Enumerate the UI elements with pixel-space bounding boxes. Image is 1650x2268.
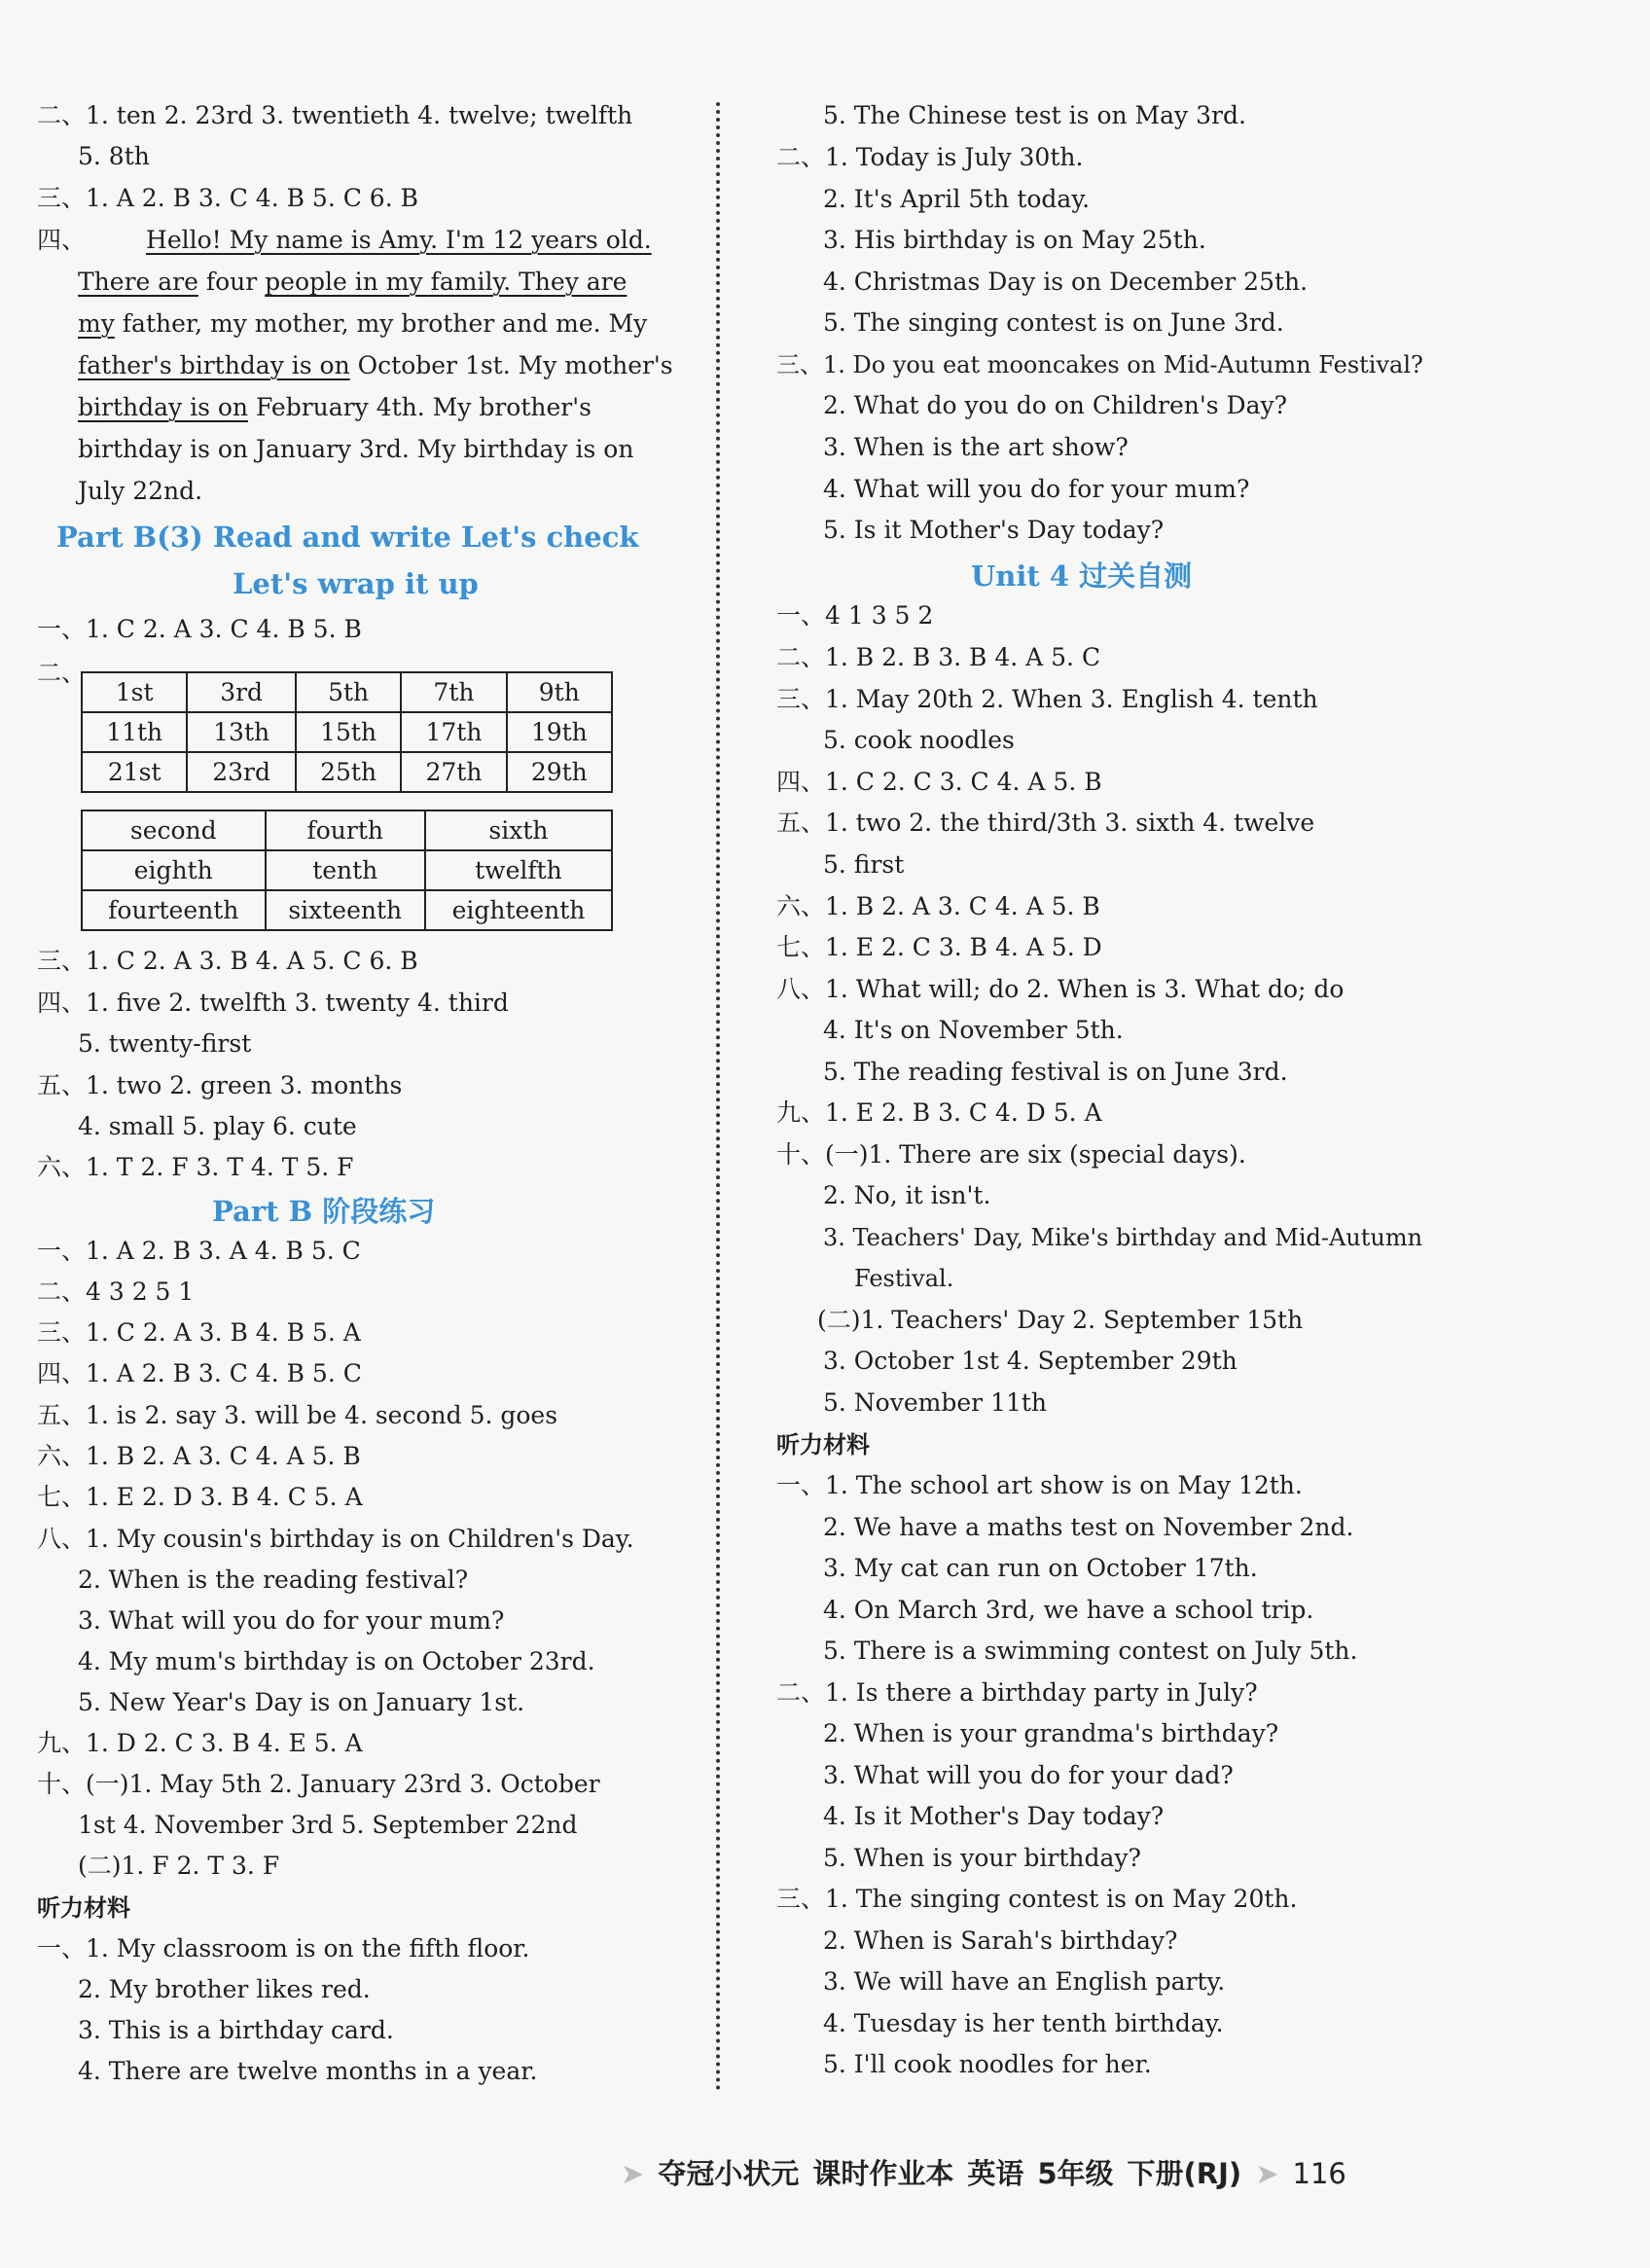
answer-line: 六、1. T 2. F 3. T 4. T 5. F bbox=[37, 1153, 354, 1181]
table-cell: 13th bbox=[187, 712, 296, 752]
table-cell: eighteenth bbox=[425, 890, 612, 930]
answer-line: 5. New Year's Day is on January 1st. bbox=[78, 1688, 525, 1716]
answer-line: 四、1. C 2. C 3. C 4. A 5. B bbox=[776, 768, 1102, 796]
answer-line: 3. His birthday is on May 25th. bbox=[823, 226, 1206, 254]
answer-line: 十、(一)1. May 5th 2. January 23rd 3. October bbox=[37, 1770, 600, 1798]
answer-line: (二)1. F 2. T 3. F bbox=[78, 1852, 280, 1880]
listening-line: 一、1. My classroom is on the fifth floor. bbox=[37, 1934, 530, 1962]
answer-line: 一、4 1 3 5 2 bbox=[776, 601, 934, 630]
answer-line: 八、1. My cousin's birthday is on Children's Day. bbox=[37, 1525, 634, 1553]
answer-line: 5. 8th bbox=[78, 142, 150, 170]
answer-line: 八、1. What will; do 2. When is 3. What do; do bbox=[776, 975, 1345, 1003]
answer-line: 七、1. E 2. D 3. B 4. C 5. A bbox=[37, 1483, 363, 1511]
arrow-icon: ➤ bbox=[621, 2157, 645, 2190]
answer-line: 二、 bbox=[37, 659, 87, 687]
footer-subject: 英语 bbox=[967, 2157, 1024, 2190]
listening-line: 4. There are twelve months in a year. bbox=[78, 2057, 538, 2085]
answer-line: 2. What do you do on Children's Day? bbox=[823, 391, 1288, 419]
table-cell: 21st bbox=[82, 752, 187, 792]
answer-line: 5. The reading festival is on June 3rd. bbox=[823, 1058, 1288, 1086]
listening-line: 5. I'll cook noodles for her. bbox=[823, 2050, 1152, 2078]
answer-line: 4. My mum's birthday is on October 23rd. bbox=[78, 1647, 595, 1675]
table-row bbox=[82, 752, 612, 792]
answer-line: 5. cook noodles bbox=[823, 726, 1015, 754]
answer-line: 三、1. C 2. A 3. B 4. B 5. A bbox=[37, 1318, 361, 1347]
answer-line: 5. The singing contest is on June 3rd. bbox=[823, 308, 1284, 337]
table-cell: 17th bbox=[401, 712, 506, 752]
essay-text: father's birthday is on bbox=[78, 351, 350, 379]
table-cell: 11th bbox=[82, 712, 187, 752]
footer-volume: 下册(RJ) bbox=[1127, 2157, 1242, 2190]
section-title: Unit 4 过关自测 bbox=[971, 559, 1193, 593]
answer-line: 七、1. E 2. C 3. B 4. A 5. D bbox=[776, 933, 1102, 961]
answer-line: 三、1. A 2. B 3. C 4. B 5. C 6. B bbox=[37, 184, 418, 212]
listening-line: 2. When is Sarah's birthday? bbox=[823, 1926, 1178, 1955]
listening-line: 二、1. Is there a birthday party in July? bbox=[776, 1678, 1258, 1707]
ordinal-table-1 bbox=[81, 671, 613, 793]
listening-line: 3. This is a birthday card. bbox=[78, 2016, 394, 2044]
table-cell: 7th bbox=[401, 672, 506, 712]
listening-line: 4. Tuesday is her tenth birthday. bbox=[823, 2009, 1224, 2037]
table-cell: 23rd bbox=[187, 752, 296, 792]
page-number: 116 bbox=[1292, 2157, 1346, 2190]
table-row bbox=[82, 712, 612, 752]
listening-line: 2. When is your grandma's birthday? bbox=[823, 1719, 1279, 1747]
answer-line: 九、1. D 2. C 3. B 4. E 5. A bbox=[37, 1729, 363, 1757]
essay-text: father, my mother, my brother and me. My bbox=[114, 309, 648, 338]
answer-line: 1st 4. November 3rd 5. September 22nd bbox=[78, 1811, 578, 1839]
table-cell: 1st bbox=[82, 672, 187, 712]
table-cell: tenth bbox=[266, 850, 425, 890]
listening-line: 5. There is a swimming contest on July 5th. bbox=[823, 1637, 1358, 1665]
listening-title: 听力材料 bbox=[37, 1894, 130, 1922]
answer-line: 九、1. E 2. B 3. C 4. D 5. A bbox=[776, 1098, 1102, 1127]
table-cell: 25th bbox=[296, 752, 401, 792]
table-cell: 15th bbox=[296, 712, 401, 752]
footer-brand: 夺冠小状元 bbox=[658, 2157, 800, 2190]
answer-line: 5. twenty-first bbox=[78, 1029, 252, 1058]
table-cell: 9th bbox=[507, 672, 612, 712]
section-title: Let's wrap it up bbox=[233, 567, 479, 600]
answer-line: 五、1. two 2. the third/3th 3. sixth 4. twelve bbox=[776, 809, 1315, 837]
table-cell: fourth bbox=[266, 810, 425, 850]
essay-text: February 4th. My brother's bbox=[248, 393, 592, 421]
arrow-icon: ➤ bbox=[1255, 2157, 1279, 2190]
essay-text: There are bbox=[78, 268, 198, 296]
essay-text: people in my family. They are bbox=[265, 268, 628, 296]
answer-line: 一、1. A 2. B 3. A 4. B 5. C bbox=[37, 1237, 361, 1265]
answer-line: 3. Teachers' Day, Mike's birthday and Mid-Autumn bbox=[823, 1224, 1423, 1251]
answer-line: 三、1. Do you eat mooncakes on Mid-Autumn Festival? bbox=[776, 351, 1423, 378]
answer-line: 4. It's on November 5th. bbox=[823, 1016, 1124, 1044]
listening-line: 一、1. The school art show is on May 12th. bbox=[776, 1471, 1303, 1499]
listening-line: 2. We have a maths test on November 2nd. bbox=[823, 1513, 1354, 1541]
answer-line: (二)1. Teachers' Day 2. September 15th bbox=[817, 1306, 1304, 1334]
listening-line: 4. On March 3rd, we have a school trip. bbox=[823, 1596, 1314, 1624]
answer-line: 5. first bbox=[823, 850, 905, 879]
listening-line: 3. What will you do for your dad? bbox=[823, 1761, 1234, 1789]
listening-line: 4. Is it Mother's Day today? bbox=[823, 1802, 1165, 1830]
listening-line: 3. We will have an English party. bbox=[823, 1967, 1226, 1996]
table-cell: 19th bbox=[507, 712, 612, 752]
listening-line: 三、1. The singing contest is on May 20th. bbox=[776, 1885, 1298, 1913]
answer-line: 2. It's April 5th today. bbox=[823, 185, 1091, 213]
section-title: Part B 阶段练习 bbox=[212, 1195, 436, 1228]
table-cell: 29th bbox=[507, 752, 612, 792]
answer-line: 二、1. Today is July 30th. bbox=[776, 143, 1084, 171]
answer-line: 5. November 11th bbox=[823, 1388, 1048, 1417]
table-cell: twelfth bbox=[425, 850, 612, 890]
table-cell: sixth bbox=[425, 810, 612, 850]
table-cell: 3rd bbox=[187, 672, 296, 712]
ordinal-table-2 bbox=[81, 810, 613, 931]
table-row bbox=[82, 810, 612, 850]
table-cell: 5th bbox=[296, 672, 401, 712]
essay-text: October 1st. My mother's bbox=[349, 351, 673, 379]
answer-line: 二、1. ten 2. 23rd 3. twentieth 4. twelve; twelfth bbox=[37, 101, 633, 129]
listening-line: 3. My cat can run on October 17th. bbox=[823, 1554, 1258, 1582]
answer-line: 三、1. C 2. A 3. B 4. A 5. C 6. B bbox=[37, 947, 418, 975]
answer-line: 4. small 5. play 6. cute bbox=[78, 1112, 357, 1140]
answer-line: 十、(一)1. There are six (special days). bbox=[776, 1140, 1246, 1169]
answer-line: 3. When is the art show? bbox=[823, 433, 1129, 461]
answer-line: 5. Is it Mother's Day today? bbox=[823, 516, 1165, 544]
answer-line: 三、1. May 20th 2. When 3. English 4. tenth bbox=[776, 685, 1318, 713]
answer-line: 2. No, it isn't. bbox=[823, 1181, 991, 1209]
essay-text: my bbox=[78, 309, 115, 338]
essay-text: four bbox=[197, 268, 266, 296]
essay-text: Hello! My name is Amy. I'm 12 years old. bbox=[146, 226, 652, 254]
table-cell: eighth bbox=[82, 850, 266, 890]
answer-line: 五、1. is 2. say 3. will be 4. second 5. goes bbox=[37, 1401, 558, 1429]
answer-line: 四、1. five 2. twelfth 3. twenty 4. third bbox=[37, 989, 509, 1017]
listening-line: 5. When is your birthday? bbox=[823, 1844, 1141, 1872]
answer-line: Festival. bbox=[854, 1265, 954, 1292]
answer-line: 4. Christmas Day is on December 25th. bbox=[823, 268, 1309, 296]
answer-line: 二、4 3 2 5 1 bbox=[37, 1278, 195, 1306]
answer-line: 六、1. B 2. A 3. C 4. A 5. B bbox=[37, 1442, 361, 1470]
table-row bbox=[82, 672, 612, 712]
essay-text: birthday is on January 3rd. My birthday is on bbox=[78, 435, 634, 463]
footer-book: 课时作业本 bbox=[812, 2157, 954, 2190]
table-cell: fourteenth bbox=[82, 890, 266, 930]
table-cell: second bbox=[82, 810, 266, 850]
essay-text: July 22nd. bbox=[78, 477, 203, 505]
essay-marker: 四、 bbox=[37, 226, 87, 254]
answer-line: 五、1. two 2. green 3. months bbox=[37, 1071, 403, 1099]
answer-line: 4. What will you do for your mum? bbox=[823, 475, 1250, 503]
table-cell: sixteenth bbox=[266, 890, 425, 930]
essay-text: birthday is on bbox=[78, 393, 248, 421]
answer-line: 六、1. B 2. A 3. C 4. A 5. B bbox=[776, 892, 1100, 920]
answer-line: 四、1. A 2. B 3. C 4. B 5. C bbox=[37, 1359, 362, 1387]
answer-line: 5. The Chinese test is on May 3rd. bbox=[823, 101, 1246, 129]
section-title: Part B(3) Read and write Let's check bbox=[56, 521, 639, 554]
listening-line: 2. My brother likes red. bbox=[78, 1975, 371, 2003]
answer-line: 二、1. B 2. B 3. B 4. A 5. C bbox=[776, 643, 1101, 671]
column-divider bbox=[716, 102, 720, 2092]
listening-title: 听力材料 bbox=[776, 1431, 870, 1458]
page-footer bbox=[621, 2152, 1360, 2192]
answer-line: 一、1. C 2. A 3. C 4. B 5. B bbox=[37, 615, 362, 643]
answer-line: 3. October 1st 4. September 29th bbox=[823, 1347, 1238, 1375]
answer-line: 3. What will you do for your mum? bbox=[78, 1606, 505, 1635]
table-row bbox=[82, 850, 612, 890]
footer-grade: 5年级 bbox=[1037, 2157, 1114, 2190]
answer-line: 2. When is the reading festival? bbox=[78, 1566, 469, 1594]
table-cell: 27th bbox=[401, 752, 506, 792]
table-row bbox=[82, 890, 612, 930]
